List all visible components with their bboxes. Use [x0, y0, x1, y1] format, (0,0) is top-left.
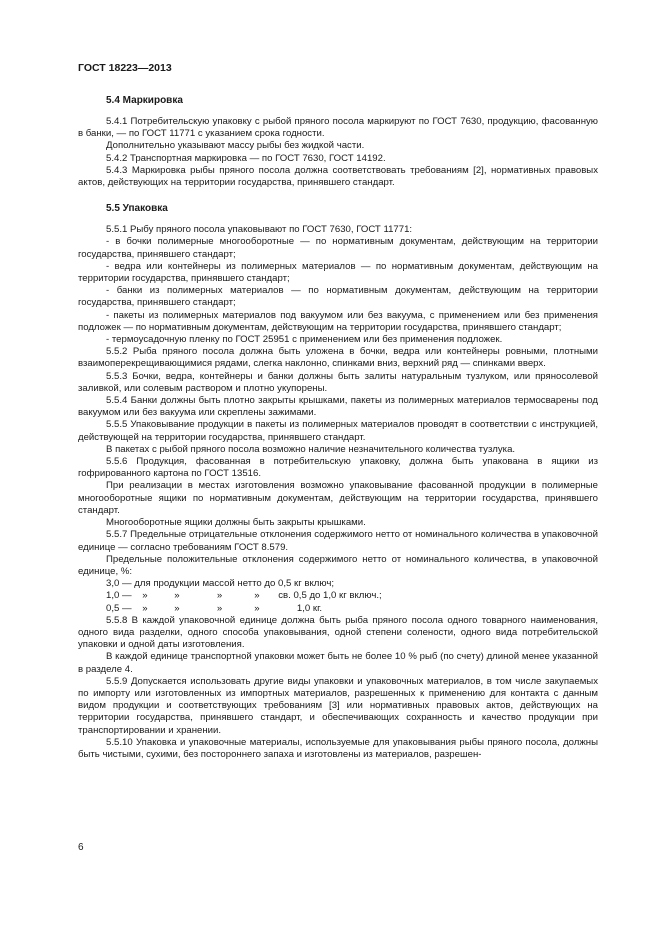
section-title-marking: 5.4 Маркировка: [106, 95, 183, 106]
paragraph: 5.5.1 Рыбу пряного посола упаковывают по ГОСТ 7630, ГОСТ 11771:: [106, 224, 413, 236]
list-item: - термоусадочную пленку по ГОСТ 25951 с применением или без применения подложек.: [106, 334, 503, 346]
paragraph: 5.4.2 Транспортная маркировка — по ГОСТ 7630, ГОСТ 14192.: [106, 152, 386, 164]
list-item: - ведра или контейнеры из полимерных материалов — по нормативным документам, действующим на территории государства, принявшего стандарт;: [78, 260, 598, 285]
paragraph: В каждой единице транспортной упаковки может быть не более 10 % рыб (по счету) длиной менее указанной в разделе 4.: [78, 651, 598, 675]
paragraph: 5.4.1 Потребительскую упаковку с рыбой пряного посола маркируют по ГОСТ 7630, продукцию, фасованную в банки, — по ГОСТ 11771 с указанием срока годности.: [78, 116, 598, 140]
list-item: - пакеты из полимерных материалов под вакуумом или без вакуума, с применением или без применения подложек — по нормативным документам, действующим на территории государства, принявшего стандарт;: [78, 309, 598, 333]
paragraph: 5.5.7 Предельные отрицательные отклонения содержимого нетто от номинального количества в упаковочной единице — согласно требованиям ГОСТ 8.579.: [78, 529, 598, 553]
paragraph: При реализации в местах изготовления возможно упаковывание фасованной продукции в полимерные многооборотные ящики по нормативным документам, действующим на территории государства, принявшего стандарт.: [78, 480, 598, 516]
paragraph: 5.4.3 Маркировка рыбы пряного посола должна соответствовать требованиям [2], нормативных правовых актов, действующих на территории государства, принявшего стандарт.: [78, 164, 598, 189]
deviation-row: 3,0 — для продукции массой нетто до 0,5 кг включ;: [106, 578, 335, 590]
paragraph: 5.5.4 Банки должны быть плотно закрыты крышками, пакеты из полимерных материалов термосварены под вакуумом или без вакуума или скреплены зажимами.: [78, 395, 598, 419]
paragraph: 5.5.8 В каждой упаковочной единице должна быть рыба пряного посола одного товарного наименования, одного вида разделки, одного способа упаковывания, одной степени солености, одного вида потребительской упаковки и одной даты изготовления.: [78, 614, 598, 651]
paragraph: Дополнительно указывают массу рыбы без жидкой части.: [106, 140, 365, 152]
paragraph: 5.5.3 Бочки, ведра, контейнеры и банки должны быть залиты натуральным тузлуком, или пряносолевой заливкой, или солевым раствором и плотно укупорены.: [78, 370, 598, 394]
paragraph: В пакетах с рыбой пряного посола возможно наличие незначительного количества тузлука.: [106, 443, 516, 455]
section-title-packaging: 5.5 Упаковка: [106, 203, 168, 215]
paragraph: 5.5.2 Рыба пряного посола должна быть уложена в бочки, ведра или контейнеры ровными, плотными взаимоперекрещивающимися рядами, слегка наклонно, спинками вниз, верхний ряд — спинками вверх.: [78, 346, 598, 370]
paragraph: Многооборотные ящики должны быть закрыты крышками.: [106, 517, 366, 529]
list-item: - банки из полимерных материалов — по нормативным документам, действующим на территории государства, принявшего стандарт;: [78, 285, 598, 309]
page-number: 6: [78, 842, 84, 853]
paragraph: 5.5.9 Допускается использовать другие виды упаковки и упаковочных материалов, в том числе закупаемых по импорту или изготовленных из импортных материалов, разрешенных к применению для контакта с данным видом продукции и соответствующих требованиям [3] или нормативных правовых актов, действующих на территории государства, принявшего стандарт, и обеспечивающих сохранность и качество продукции при транспортировании и хранении.: [78, 675, 598, 736]
document-header: ГОСТ 18223—2013: [78, 62, 172, 74]
paragraph: 5.5.6 Продукция, фасованная в потребительскую упаковку, должна быть упакована в ящики из гофрированного картона по ГОСТ 13516.: [78, 456, 598, 480]
deviation-row: 0,5 — » » » » 1,0 кг.: [106, 602, 323, 614]
list-item: - в бочки полимерные многооборотные — по нормативным документам, действующим на территории государства, принявшего стандарт;: [78, 236, 598, 260]
deviation-row: 1,0 — » » » » св. 0,5 до 1,0 кг включ.;: [106, 590, 382, 602]
paragraph: 5.5.10 Упаковка и упаковочные материалы, используемые для упаковывания рыбы пряного посола, должны быть чистыми, сухими, без постороннего запаха и изготовлены из материалов, разрешен-: [78, 736, 598, 760]
paragraph: Предельные положительные отклонения содержимого нетто от номинального количества, в упаковочной единице, %:: [78, 553, 598, 577]
paragraph: 5.5.5 Упаковывание продукции в пакеты из полимерных материалов проводят в соответствии с инструкцией, действующей на территории государства, принявшего стандарт.: [78, 419, 598, 443]
